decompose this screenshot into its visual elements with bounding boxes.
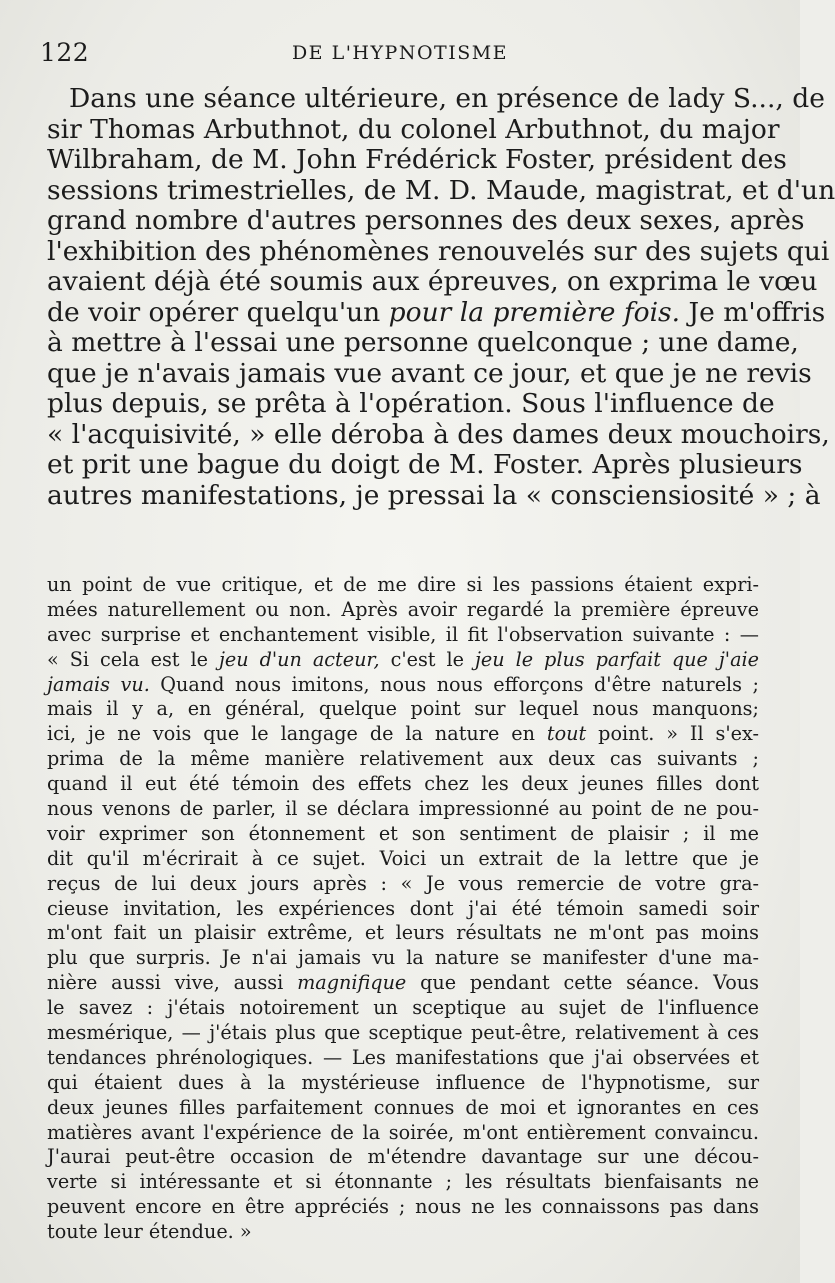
text-line: J'aurai peut-être occasion de m'étendre davantage sur une décou- (47, 1145, 759, 1169)
text-line: m'ont fait un plaisir extrême, et leurs résultats ne m'ont pas moins (47, 921, 759, 945)
text-line: grand nombre d'autres personnes des deux sexes, après (47, 205, 805, 236)
text-line: Dans une séance ultérieure, en présence de lady S..., de (69, 83, 825, 114)
text-segment: que pendant cette séance. Vous (406, 971, 759, 995)
italic-text: tout (546, 722, 587, 746)
text-line: mées naturellement ou non. Après avoir regardé la première épreuve (47, 597, 759, 621)
text-segment: c'est le (379, 647, 475, 671)
text-line: mesmérique, — j'étais plus que sceptique peut-être, relativement à ces (47, 1021, 759, 1045)
text-line: tendances phrénologiques. — Les manifestations que j'ai observées et (47, 1045, 759, 1069)
text-line: à mettre à l'essai une personne quelconque ; une dame, (47, 327, 799, 358)
page-number: 122 (40, 38, 90, 67)
text-line (47, 673, 759, 698)
text-line: avec surprise et enchantement visible, il fit l'observation suivante : — (47, 622, 759, 646)
text-line: « l'acquisivité, » elle déroba à des dames deux mouchoirs, (47, 418, 830, 450)
text-line: sessions trimestrielles, de M. D. Maude, magistrat, et d'un (47, 174, 835, 206)
text-line: un point de vue critique, et de me dire si les passions étaient expri- (47, 573, 759, 596)
italic-text: jeu le plus parfait que j'aie (474, 647, 760, 671)
text-line: qui étaient dues à la mystérieuse influence de l'hypnotisme, sur (47, 1070, 759, 1094)
text-segment: de voir opérer quelqu'un (47, 296, 389, 328)
text-line (47, 296, 826, 329)
text-line: quand il eut été témoin des effets chez les deux jeunes filles dont (47, 772, 759, 796)
text-line: mais il y a, en général, quelque point sur lequel nous manquons; (47, 697, 759, 721)
text-line: cieuse invitation, les expériences dont j'ai été témoin samedi soir (47, 896, 759, 920)
quoted-passage (47, 573, 759, 1245)
text-line: toute leur étendue. » (47, 1220, 252, 1244)
text-line: voir exprimer son étonnement et son sentiment de plaisir ; il me (47, 821, 759, 845)
text-line: avaient déjà été soumis aux épreuves, on exprima le vœu (47, 266, 818, 297)
text-line: le savez : j'étais notoirement un sceptique au sujet de l'influence (47, 996, 759, 1020)
text-line: reçus de lui deux jours après : « Je vous remercie de votre gra- (47, 871, 759, 895)
text-line (47, 722, 759, 747)
main-paragraph (47, 83, 835, 511)
text-line: plus depuis, se prêta à l'opération. Sous l'influence de (47, 388, 775, 419)
text-segment: Quand nous imitons, nous nous efforçons d'être naturels ; (149, 672, 759, 696)
page-header (40, 38, 760, 66)
italic-text: magnifique (297, 971, 407, 995)
text-line: dit qu'il m'écrirait à ce sujet. Voici un extrait de la lettre que je (47, 846, 759, 870)
text-line: prima de la même manière relativement aux deux cas suivants ; (47, 747, 759, 771)
text-line: verte si intéressante et si étonnante ; les résultats bienfaisants ne (47, 1170, 759, 1194)
text-line: l'exhibition des phénomènes renouvelés sur des sujets qui (47, 235, 830, 267)
text-segment: Je m'offris (680, 296, 826, 328)
text-line: matières avant l'expérience de la soirée, m'ont entièrement convaincu. (47, 1120, 759, 1144)
text-segment: « Si cela est le (47, 647, 219, 671)
text-line: autres manifestations, je pressai la « consciensiosité » ; à (47, 479, 821, 511)
text-line: Wilbraham, de M. John Frédérick Foster, président des (47, 144, 787, 175)
italic-text: jeu d'un acteur, (218, 647, 380, 671)
text-line (47, 648, 759, 673)
italic-text: pour la première fois. (388, 296, 681, 328)
text-line (47, 971, 759, 996)
text-segment: point. » Il s'ex- (586, 722, 760, 746)
text-line: deux jeunes filles parfaitement connues de moi et ignorantes en ces (47, 1095, 759, 1119)
running-head: DE L'HYPNOTISME (291, 42, 509, 64)
text-line: nous venons de parler, il se déclara impressionné au point de ne pou- (47, 797, 759, 821)
text-line: peuvent encore en être appréciés ; nous ne les connaissons pas dans (47, 1195, 759, 1219)
italic-text: jamais vu. (47, 672, 150, 696)
text-line: sir Thomas Arbuthnot, du colonel Arbuthnot, du major (47, 113, 780, 145)
text-line: et prit une bague du doigt de M. Foster. Après plusieurs (47, 449, 803, 480)
text-line: plu que surpris. Je n'ai jamais vu la nature se manifester d'une ma- (47, 946, 759, 970)
text-segment: nière aussi vive, aussi (47, 971, 298, 995)
text-line: que je n'avais jamais vue avant ce jour, et que je ne revis (47, 357, 812, 389)
text-segment: ici, je ne vois que le langage de la nature en (47, 722, 547, 746)
